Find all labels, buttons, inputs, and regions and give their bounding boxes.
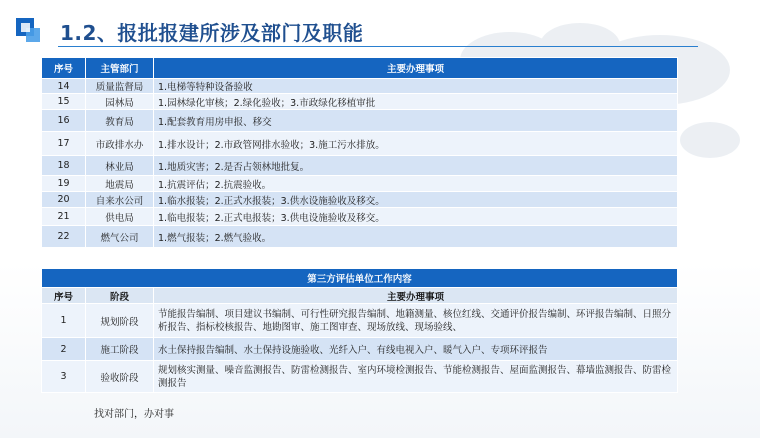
title-underline xyxy=(58,46,698,47)
row-dept: 地震局 xyxy=(86,176,154,192)
row-items: 节能报告编制、项目建议书编制、可行性研究报告编制、地籍测量、核位红线、交通评价报告编制、环评报告编制、日照分析报告、指标校核报告、地勘图审、施工图审查、现场放线、现场验线、 xyxy=(154,304,678,338)
row-dept: 教育局 xyxy=(86,110,154,132)
row-dept: 自来水公司 xyxy=(86,192,154,208)
row-no: 17 xyxy=(42,132,86,156)
row-no: 19 xyxy=(42,176,86,192)
row-items: 1.排水设计；2.市政管网排水验收；3.施工污水排放。 xyxy=(154,132,678,156)
row-items: 1.抗震评估；2.抗震验收。 xyxy=(154,176,678,192)
header-no: 序号 xyxy=(42,288,86,304)
row-no: 1 xyxy=(42,304,86,338)
row-no: 18 xyxy=(42,156,86,176)
departments-table xyxy=(41,57,678,248)
row-no: 15 xyxy=(42,94,86,110)
table-row xyxy=(42,176,678,192)
header-no: 序号 xyxy=(42,58,86,79)
table-row xyxy=(42,132,678,156)
row-no: 22 xyxy=(42,226,86,248)
table-row xyxy=(42,338,678,361)
header-dept: 主管部门 xyxy=(86,58,154,79)
table-row xyxy=(42,208,678,226)
table-row xyxy=(42,226,678,248)
row-stage: 施工阶段 xyxy=(86,338,154,361)
third-party-table-title: 第三方评估单位工作内容 xyxy=(42,269,678,288)
row-dept: 质量监督局 xyxy=(86,79,154,94)
row-dept: 市政排水办 xyxy=(86,132,154,156)
footer-note: 找对部门，办对事 xyxy=(94,409,174,420)
row-items: 1.临水报装；2.正式水报装；3.供水设施验收及移交。 xyxy=(154,192,678,208)
third-party-table xyxy=(41,268,678,393)
row-stage: 验收阶段 xyxy=(86,361,154,393)
page-title: 1.2、报批报建所涉及部门及职能 xyxy=(60,21,364,45)
row-items: 1.园林绿化审核；2.绿化验收；3.市政绿化移植审批 xyxy=(154,94,678,110)
row-items: 1.配套教育用房申报、移交 xyxy=(154,110,678,132)
title-logo-icon xyxy=(14,16,44,46)
row-items: 1.电梯等特种设备验收 xyxy=(154,79,678,94)
row-dept: 林业局 xyxy=(86,156,154,176)
header-stage: 阶段 xyxy=(86,288,154,304)
row-dept: 供电局 xyxy=(86,208,154,226)
table-row xyxy=(42,110,678,132)
table-row xyxy=(42,156,678,176)
row-no: 2 xyxy=(42,338,86,361)
row-stage: 规划阶段 xyxy=(86,304,154,338)
header-items: 主要办理事项 xyxy=(154,288,678,304)
row-no: 14 xyxy=(42,79,86,94)
row-dept: 园林局 xyxy=(86,94,154,110)
row-items: 规划核实测量、噪音监测报告、防雷检测报告、室内环境检测报告、节能检测报告、屋面监测报告、幕墙监测报告、防雷检测报告 xyxy=(154,361,678,393)
table-row xyxy=(42,94,678,110)
title-bar xyxy=(14,14,744,48)
table-row xyxy=(42,304,678,338)
row-items: 水土保持报告编制、水土保持设施验收、光纤入户、有线电视入户、暖气入户、专项环评报告 xyxy=(154,338,678,361)
table-row xyxy=(42,192,678,208)
table-row xyxy=(42,79,678,94)
row-items: 1.临电报装；2.正式电报装；3.供电设施验收及移交。 xyxy=(154,208,678,226)
row-no: 21 xyxy=(42,208,86,226)
row-items: 1.地质灾害；2.是否占领林地批复。 xyxy=(154,156,678,176)
row-no: 16 xyxy=(42,110,86,132)
header-items: 主要办理事项 xyxy=(154,58,678,79)
row-dept: 燃气公司 xyxy=(86,226,154,248)
row-no: 20 xyxy=(42,192,86,208)
row-no: 3 xyxy=(42,361,86,393)
table-header-row xyxy=(42,288,678,304)
table-row xyxy=(42,361,678,393)
row-items: 1.燃气报装；2.燃气验收。 xyxy=(154,226,678,248)
table-title-row xyxy=(42,269,678,288)
table-header-row xyxy=(42,58,678,79)
